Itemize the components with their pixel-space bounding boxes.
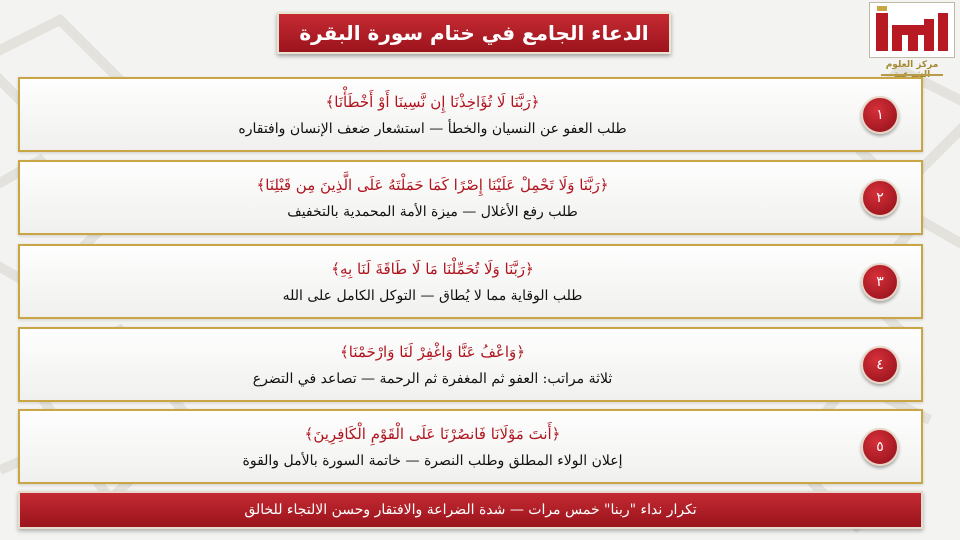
dua-card-1 [18,77,923,152]
verse-text: ﴿رَبَّنَا وَلَا تُحَمِّلْنَا مَا لَا طَاقَةَ لَنَا بِهِ﴾ [331,259,534,278]
item-number-badge: ٣ [861,263,899,301]
dua-card-3 [18,244,923,319]
logo-mark [869,2,955,58]
verse-description: طلب الوقاية مما لا يُطاق — التوكل الكامل على الله [282,287,583,304]
summary-footer: تكرار نداء "ربنا" خمس مرات — شدة الضراعة والافتقار وحسن الالتجاء للخالق [18,491,923,529]
item-number-badge: ١ [861,96,899,134]
item-number-badge: ٤ [861,346,899,384]
dua-card-4 [18,327,923,402]
logo-emblem-icon [872,5,952,55]
logo [867,2,957,80]
page-title: الدعاء الجامع في ختام سورة البقرة [277,12,671,54]
verse-text: ﴿رَبَّنَا وَلَا تَحْمِلْ عَلَيْنَا إِصْرًا كَمَا حَمَلْتَهُ عَلَى الَّذِينَ مِن قَبْلِنَا﴾ [256,175,609,194]
verse-text: ﴿وَاعْفُ عَنَّا وَاغْفِرْ لَنَا وَارْحَمْنَا﴾ [339,342,526,361]
dua-card-5 [18,409,923,484]
logo-caption: مركز العلوم [885,60,939,70]
verse-text: ﴿أَنتَ مَوْلَانَا فَانصُرْنَا عَلَى الْقَوْمِ الْكَافِرِينَ﴾ [304,424,561,443]
logo-underline [881,74,943,76]
item-number-badge: ٢ [861,179,899,217]
dua-card-2 [18,160,923,235]
verse-description: طلب العفو عن النسيان والخطأ — استشعار ضعف الإنسان وافتقاره [238,120,627,137]
verse-text: ﴿رَبَّنَا لَا تُؤَاخِذْنَا إِن نَّسِينَا أَوْ أَخْطَأْنَا﴾ [325,92,540,111]
verse-description: إعلان الولاء المطلق وطلب النصرة — خاتمة السورة بالأمل والقوة [242,452,623,469]
verse-description: ثلاثة مراتب: العفو ثم المغفرة ثم الرحمة — تصاعد في التضرع [252,370,613,387]
verse-description: طلب رفع الأغلال — ميزة الأمة المحمدية بالتخفيف [287,203,578,220]
item-number-badge: ٥ [861,428,899,466]
